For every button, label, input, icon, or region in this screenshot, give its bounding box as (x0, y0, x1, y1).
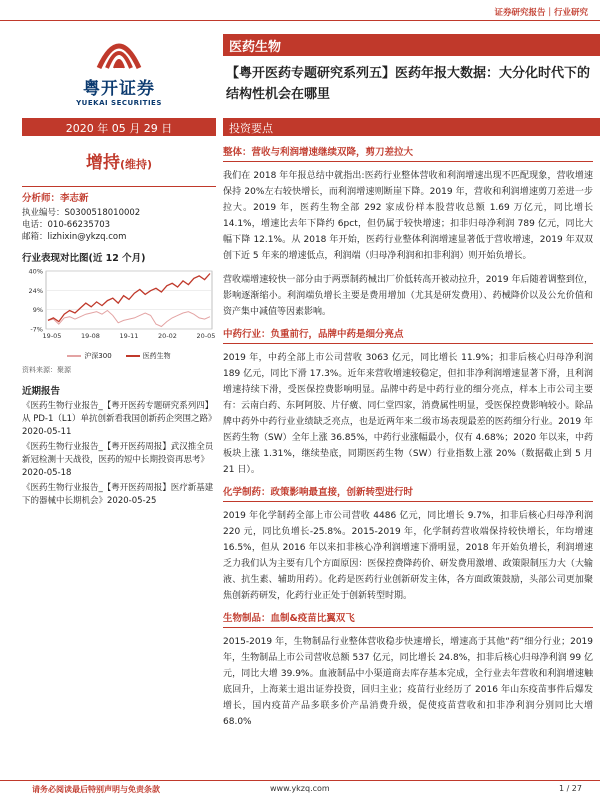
analyst-phone: 电话：010-66235703 (22, 220, 111, 230)
page-number: 1 / 27 (558, 784, 582, 793)
series-line-hs300 (48, 311, 210, 327)
y-tick-label: -7% (30, 325, 43, 334)
report-date: 2020 年 05 月 29 日 (22, 118, 216, 136)
recent-reports-heading: 近期报告 (22, 386, 61, 397)
x-tick-label: 19-05 (42, 332, 62, 340)
sidebar (22, 186, 216, 510)
x-tick-label: 20-02 (158, 332, 177, 340)
footer-disclaimer[interactable]: 请务必阅读最后特别声明与免责条款 (32, 785, 160, 794)
x-tick-label: 19-11 (119, 332, 139, 340)
report-title: 【粤开医药专题研究系列五】医药年报大数据：大分化时代下的结构性机会在哪里 (226, 66, 591, 102)
section-paragraph: 2019 年化学制药全部上市公司营收 4486 亿元，同比增长 9.7%，扣非后核心归母净利润 220 元，同比负增长-25.8%。2015-2019 年，化学制药营收端保持较快增长，年均增速 16.5%，但从 2016 年以来扣非核心净利润增速下滑明显，2018 年开始负增长，利润增速乏力我们认为主要有几个方面原因：医保控费降药价、研发费用激增、政策限制压力大（大输液、抗生素、辅助用药）。化药是医药行业创新研发主体，各方面政策鼓励，头部公司更加聚焦创新药研发，化药行业正处于创新转型时期。 (223, 511, 593, 601)
rating (22, 148, 216, 173)
rating-sub: (维持) (119, 158, 153, 171)
chart-heading: 行业表现对比图(近 12 个月) (22, 253, 146, 264)
rating-main: 增持 (85, 153, 120, 173)
logo-mark-icon (89, 30, 149, 72)
y-tick-label: 40% (28, 267, 43, 276)
series-line-pharma (48, 274, 210, 322)
x-tick-label: 19-08 (81, 332, 100, 340)
performance-chart (22, 267, 216, 345)
section-heading-biologics: 生物制品：血制&疫苗比翼双飞 (223, 612, 593, 628)
analyst-email: 邮箱：lizhixin@ykzq.com (22, 232, 127, 242)
section-paragraph: 我们在 2018 年年报总结中就指出:医药行业整体营收和利润增速出现不匹配现象，营收增速保持 20%左右较快增长，而利润增速则断崖下降。2019 年，营收和利润增速剪刀差进一步拉大。2019 年，医药生物全部 292 家成份样本股营收总额 1.69 万亿元，同比增长 14.1%，增速比去年下降约 6pct，但仍属于较快增速；扣非归母净利润 789 亿元，同比大幅下降 12.1%。从 2018 年开始，医药行业整体利润增速显著低于营收增速，2019 年双双创下近 5 年来的增速低点，利润端（归母净利润和扣非利润）则开始负增长。 (223, 171, 593, 261)
section-paragraph: 营收端增速较快一部分由于两票制药械出厂价低转高开被动拉升，2019 年后随着调整到位，影响逐渐缩小。利润端负增长主要是费用增加（尤其是研发费用）、药械降价以及公允价值和资产集中减值等因素影响。 (223, 275, 593, 317)
recent-report-item[interactable]: 《医药生物行业报告_【粤开医药专题研究系列四】从 PD-1（L1）单抗创新看我国创新药企突围之路》2020-05-11 (22, 401, 214, 437)
section-paragraph: 2019 年，中药全部上市公司营收 3063 亿元，同比增长 11.9%；扣非后核心归母净利润 189 亿元，同比下滑 17.3%。近年来营收增速较稳定，但扣非净利润增速显著下滑，且利润增速持续下滑，受医保控费影响明显。品牌中药是中药行业的细分亮点，样本上市公司主要有：云南白药、东阿阿胶、片仔癀、同仁堂四家，消费属性明显，受医保控费影响较小。除品牌中药外中药行业业绩缺乏亮点，也是近两年来二级市场表现最差的医药细分行业。2019 年医药生物（SW）全年上涨 36.85%，中药行业涨幅最小，仅有 4.68%；2020 年以来，中药板块上涨 1.31%，继续垫底，同期医药生物（SW）行业指数上涨 20%（数据截止到 5 月 21 日）。 (223, 353, 594, 475)
recent-report-item[interactable]: 《医药生物行业报告_【粤开医药周报】武汉推全员新冠检测十天战役，医药的短中长期投资再思考》2020-05-18 (22, 442, 214, 478)
top-divider (0, 20, 600, 21)
recent-reports (22, 400, 216, 508)
legend-item-pharma: 医药生物 (126, 350, 171, 362)
footer-website[interactable]: www.ykzq.com (270, 784, 330, 793)
sidebar-divider (22, 186, 216, 187)
y-tick-label: 24% (28, 286, 43, 295)
chart-legend (22, 350, 216, 362)
y-tick-label: 9% (32, 306, 43, 315)
company-logo (64, 30, 174, 107)
key-points-banner: 投资要点 (223, 118, 600, 136)
sector-banner: 医药生物 (223, 34, 600, 56)
main-content (223, 146, 593, 738)
logo-chinese: 粤开证券 (83, 79, 155, 99)
report-category: 证券研究报告｜行业研究 (494, 8, 588, 18)
footer-divider (0, 780, 600, 781)
recent-report-item[interactable]: 《医药生物行业报告_【粤开医药周报】医疗新基建下的器械中长期机会》2020-05-25 (22, 483, 214, 506)
analyst-license: 执业编号：S0300518010002 (22, 208, 141, 218)
section-heading-tcm: 中药行业：负重前行，品牌中药是细分亮点 (223, 328, 593, 344)
analyst-name: 分析师：李志新 (22, 193, 89, 204)
legend-item-hs300: 沪深300 (67, 350, 111, 362)
logo-english: YUEKAI SECURITIES (76, 99, 162, 107)
section-paragraph: 2015-2019 年，生物制品行业整体营收稳步快速增长，增速高于其他“药”细分行业；2019 年，生物制品上市公司营收总额 537 亿元，同比增长 24.8%，扣非后核心归母净利润 99 亿元，同比大增 39.9%。血液制品中小渠道商去库存基本完成，全行业去年营收和利润增速触底回升，上海莱士退出证券投资，回归主业；疫苗行业经历了 2016 年山东疫苗事件后爆发增长，国内疫苗产品多联多价产品消费升级，促使疫苗营收和扣非净利润分别同比大增 68.0% (223, 637, 593, 727)
chart-source: 资料来源：聚源 (22, 366, 71, 374)
section-heading-chemical: 化学制药：政策影响最直接，创新转型进行时 (223, 486, 593, 502)
x-tick-label: 20-05 (196, 332, 216, 340)
section-heading-overall: 整体：营收与利润增速继续双降，剪刀差拉大 (223, 146, 593, 162)
